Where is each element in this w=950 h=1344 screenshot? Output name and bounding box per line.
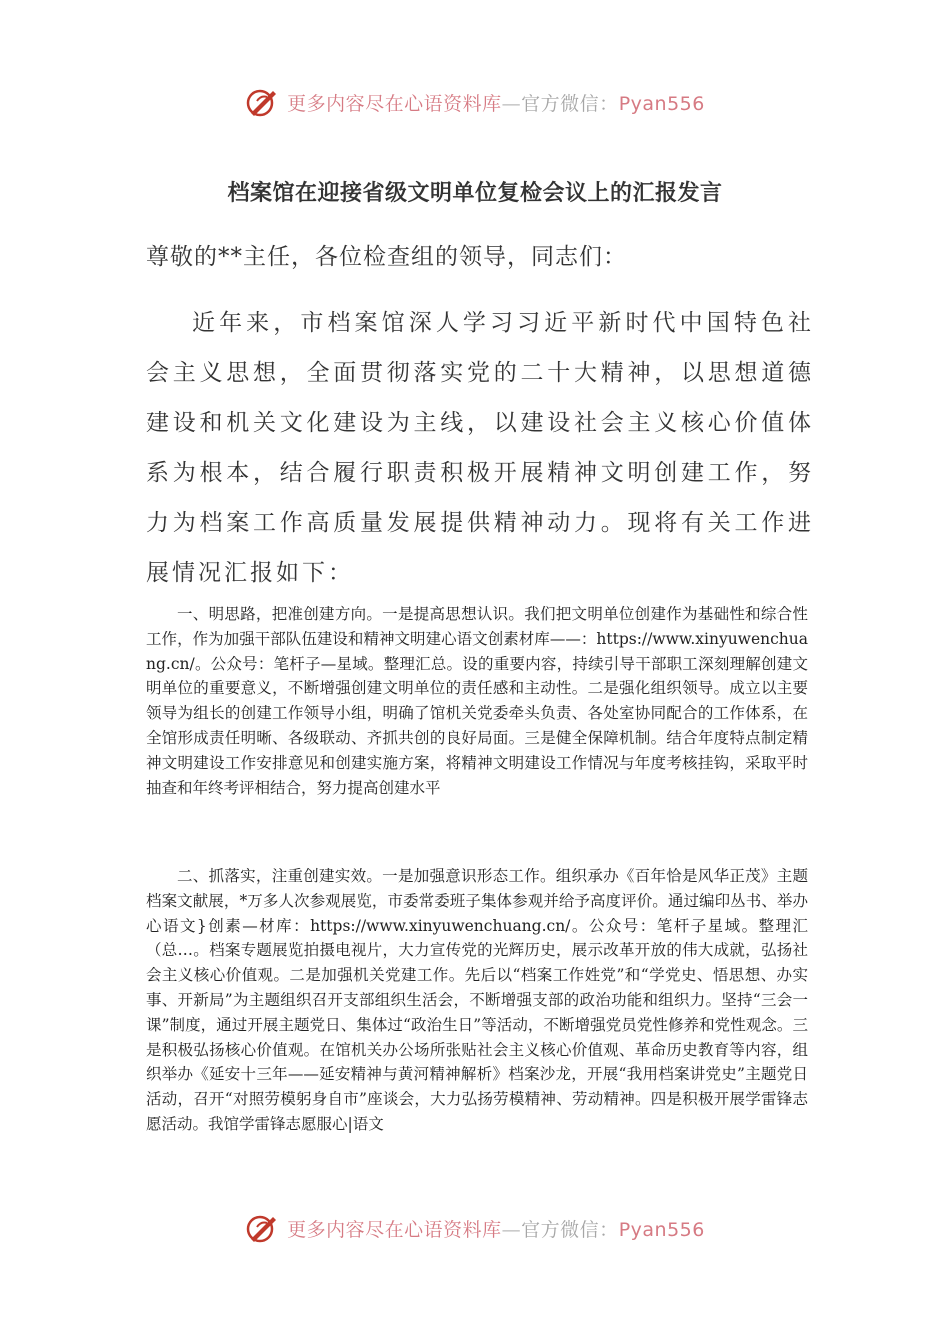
- salutation: 尊敬的**主任，各位检查组的领导，同志们：: [146, 244, 627, 270]
- section-2-paragraph: 二、抓落实，注重创建实效。一是加强意识形态工作。组织承办《百年恰是风华正茂》主题档案文献展，*万多人次参观展览，市委常委班子集体参观并给予高度评价。通过编印丛书、举办心语文}创素—材库：https://www.xinyuwenchuang.cn/。公众号：笔杆子星域。整理汇（总…。档案专题展览拍摄电视片，大力宣传党的光辉历史，展示改革开放的伟大成就，弘扬社会主义核心价值观。二是加强机关党建工作。先后以“档案工作姓党”和“学党史、悟思想、办实事、开新局”为主题组织召开支部组织生活会，不断增强支部的政治功能和组织力。坚持“三会一课”制度，通过开展主题党日、集体过“政治生日”等活动，不断增强党员党性修养和党性观念。三是积极弘扬核心价值观。在馆机关办公场所张贴社会主义核心价值观、革命历史教育等内容，组织举办《延安十三年——延安精神与黄河精神解析》档案沙龙，开展“我用档案讲党史”主题党日活动，召开“对照劳模躬身自市”座谈会，大力弘扬劳模精神、劳动精神。四是积极开展学雷锋志愿活动。我馆学雷锋志愿服心|语文: [146, 867, 808, 1133]
- watermark-text: 更多内容尽在心语资料库—官方微信：Pyan556: [287, 92, 705, 115]
- document-title: 档案馆在迎接省级文明单位复检会议上的汇报发言: [227, 180, 723, 206]
- pen-logo-icon: [245, 85, 279, 119]
- watermark-text: 更多内容尽在心语资料库—官方微信：Pyan556: [287, 1218, 705, 1241]
- header-watermark-banner: [0, 82, 950, 122]
- section-1-paragraph: 一、明思路，把准创建方向。一是提高思想认识。我们把文明单位创建作为基础性和综合性工作，作为加强干部队伍建设和精神文明建心语文创素材库——：https://www.xinyuwenchuang.cn/。公众号：笔杆子—星域。整理汇总。设的重要内容，持续引导干部职工深刻理解创建文明单位的重要意义，不断增强创建文明单位的责任感和主动性。二是强化组织领导。成立以主要领导为组长的创建工作领导小组，明确了馆机关党委牵头负责、各处室协同配合的工作体系，在全馆形成责任明晰、各级联动、齐抓共创的良好局面。三是健全保障机制。结合年度特点制定精神文明建设工作安排意见和创建实施方案，将精神文明建设工作情况与年度考核挂钩，采取平时抽查和年终考评相结合，努力提高创建水平: [146, 605, 808, 797]
- footer-watermark-banner: [0, 1208, 950, 1248]
- intro-paragraph: 近年来，市档案馆深人学习习近平新时代中国特色社会主义思想，全面贯彻落实党的二十大精神，以思想道德建设和机关文化建设为主线，以建设社会主义核心价值体系为根本，结合履行职责积极开展精神文明创建工作，努力为档案工作高质量发展提供精神动力。现将有关工作进展情况汇报如下：: [146, 310, 814, 586]
- pen-logo-icon: [245, 1211, 279, 1245]
